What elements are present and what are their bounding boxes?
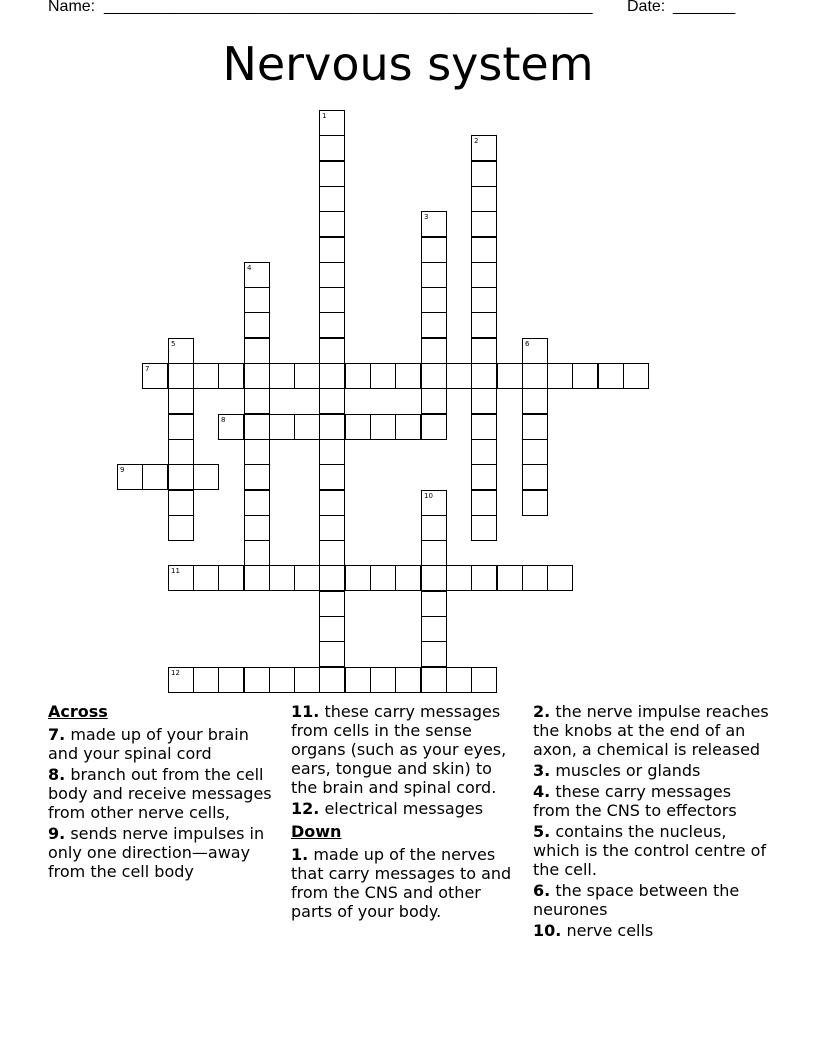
crossword-cell[interactable] [522, 439, 548, 465]
crossword-cell[interactable] [319, 110, 345, 136]
clue-down-2: 2. the nerve impulse reaches the knobs at the end of an axon, a chemical is released [533, 702, 769, 759]
crossword-cell[interactable] [421, 565, 447, 591]
crossword-cell[interactable] [421, 287, 447, 313]
clue-number: 6 [525, 340, 530, 348]
crossword-cell[interactable] [244, 667, 270, 693]
crossword-cell[interactable] [218, 414, 244, 440]
clue-number: 2 [474, 137, 479, 145]
crossword-cell[interactable] [345, 667, 371, 693]
crossword-cell[interactable] [319, 363, 345, 389]
crossword-cell[interactable] [421, 490, 447, 516]
crossword-cell[interactable] [471, 338, 497, 364]
puzzle-title: Nervous system [222, 37, 594, 91]
crossword-cell[interactable] [168, 667, 194, 693]
date-line[interactable]: _______ [673, 0, 736, 15]
crossword-cell[interactable] [446, 565, 472, 591]
crossword-cell[interactable] [193, 667, 219, 693]
crossword-cell[interactable] [471, 161, 497, 187]
crossword-cell[interactable] [471, 312, 497, 338]
crossword-cell[interactable] [471, 237, 497, 263]
crossword-cell[interactable] [294, 667, 320, 693]
crossword-cell[interactable] [244, 464, 270, 490]
clue-down-3: 3. muscles or glands [533, 761, 701, 780]
crossword-cell[interactable] [471, 490, 497, 516]
crossword-cell[interactable] [370, 363, 396, 389]
crossword-cell[interactable] [395, 414, 421, 440]
clue-number: 10 [424, 492, 433, 500]
crossword-cell[interactable] [319, 287, 345, 313]
crossword-cell[interactable] [218, 363, 244, 389]
crossword-cell[interactable] [370, 667, 396, 693]
crossword-cell[interactable] [395, 363, 421, 389]
crossword-cell[interactable] [471, 287, 497, 313]
crossword-cell[interactable] [294, 414, 320, 440]
clue-across-8: 8. branch out from the cell body and receive messages from other nerve cells, [48, 765, 272, 822]
crossword-cell[interactable] [421, 388, 447, 414]
crossword-cell[interactable] [269, 667, 295, 693]
crossword-cell[interactable] [294, 363, 320, 389]
crossword-cell[interactable] [319, 641, 345, 667]
crossword-cell[interactable] [522, 490, 548, 516]
crossword-cell[interactable] [244, 439, 270, 465]
crossword-cell[interactable] [168, 565, 194, 591]
crossword-cell[interactable] [471, 414, 497, 440]
crossword-cell[interactable] [471, 211, 497, 237]
crossword-cell[interactable] [421, 540, 447, 566]
crossword-cell[interactable] [395, 565, 421, 591]
crossword-cell[interactable] [319, 135, 345, 161]
crossword-cell[interactable] [395, 667, 421, 693]
crossword-cell[interactable] [319, 464, 345, 490]
clue-down-5: 5. contains the nucleus, which is the control centre of the cell. [533, 822, 767, 879]
crossword-cell[interactable] [244, 515, 270, 541]
clue-number: 3 [424, 213, 429, 221]
clue-across-7: 7. made up of your brain and your spinal cord [48, 725, 249, 763]
clues-column-3 [533, 702, 769, 942]
crossword-cell[interactable] [319, 667, 345, 693]
crossword-cell[interactable] [522, 388, 548, 414]
crossword-cell[interactable] [319, 414, 345, 440]
crossword-cell[interactable] [244, 338, 270, 364]
crossword-cell[interactable] [421, 591, 447, 617]
crossword-cell[interactable] [142, 363, 168, 389]
clue-down-1: 1. made up of the nerves that carry messages to and from the CNS and other parts of your body. [291, 845, 512, 921]
crossword-cell[interactable] [319, 186, 345, 212]
crossword-cell[interactable] [319, 338, 345, 364]
crossword-cell[interactable] [421, 641, 447, 667]
crossword-cell[interactable] [319, 312, 345, 338]
crossword-cell[interactable] [244, 363, 270, 389]
crossword-cell[interactable] [168, 388, 194, 414]
crossword-cell[interactable] [319, 211, 345, 237]
crossword-cell[interactable] [421, 363, 447, 389]
crossword-cell[interactable] [168, 515, 194, 541]
crossword-cell[interactable] [421, 667, 447, 693]
clue-down-10: 10. nerve cells [533, 921, 654, 940]
crossword-cell[interactable] [370, 565, 396, 591]
crossword-cell[interactable] [319, 388, 345, 414]
clue-across-12: 12. electrical messages [291, 799, 484, 818]
crossword-cell[interactable] [421, 515, 447, 541]
clue-down-6: 6. the space between the neurones [533, 881, 740, 919]
clue-number: 11 [171, 567, 180, 575]
crossword-cell[interactable] [471, 565, 497, 591]
crossword-cell[interactable] [623, 363, 649, 389]
crossword-cell[interactable] [168, 490, 194, 516]
crossword-cell[interactable] [497, 363, 523, 389]
crossword-cell[interactable] [193, 464, 219, 490]
crossword-cell[interactable] [193, 565, 219, 591]
crossword-cell[interactable] [421, 237, 447, 263]
clue-number: 12 [171, 669, 180, 677]
clue-number: 5 [171, 340, 176, 348]
clue-number: 4 [247, 264, 252, 272]
crossword-cell[interactable] [345, 565, 371, 591]
clue-down-4: 4. these carry messages from the CNS to effectors [533, 782, 737, 820]
clue-across-11: 11. these carry messages from cells in the sense organs (such as your eyes, ears, tongue and skin) to the brain and spinal cord. [291, 702, 507, 797]
crossword-cell[interactable] [522, 363, 548, 389]
crossword-cell[interactable] [471, 388, 497, 414]
crossword-cell[interactable] [244, 388, 270, 414]
crossword-cell[interactable] [244, 540, 270, 566]
clues-column-2 [291, 702, 523, 923]
crossword-cell[interactable] [117, 464, 143, 490]
crossword-cell[interactable] [572, 363, 598, 389]
crossword-cell[interactable] [421, 616, 447, 642]
crossword-cell[interactable] [244, 312, 270, 338]
clue-across-9: 9. sends nerve impulses in only one direction—away from the cell body [48, 824, 265, 881]
clues-column-1 [48, 702, 280, 883]
crossword-cell[interactable] [168, 414, 194, 440]
crossword-cell[interactable] [421, 312, 447, 338]
crossword-cell[interactable] [421, 262, 447, 288]
crossword-cell[interactable] [319, 591, 345, 617]
date-label: Date: [627, 0, 666, 15]
crossword-cell[interactable] [244, 490, 270, 516]
crossword-cell[interactable] [547, 363, 573, 389]
clue-number: 9 [120, 466, 125, 474]
crossword-cell[interactable] [168, 464, 194, 490]
crossword-cell[interactable] [319, 565, 345, 591]
crossword-cell[interactable] [522, 464, 548, 490]
crossword-cell[interactable] [319, 616, 345, 642]
crossword-cell[interactable] [193, 363, 219, 389]
crossword-cell[interactable] [319, 237, 345, 263]
crossword-cell[interactable] [471, 363, 497, 389]
crossword-cell[interactable] [142, 464, 168, 490]
crossword-cell[interactable] [421, 338, 447, 364]
crossword-cell[interactable] [244, 414, 270, 440]
crossword-cell[interactable] [446, 667, 472, 693]
crossword-cell[interactable] [471, 186, 497, 212]
crossword-cell[interactable] [244, 262, 270, 288]
name-label: Name: [48, 0, 96, 15]
crossword-cell[interactable] [244, 565, 270, 591]
crossword-cell[interactable] [269, 363, 295, 389]
crossword-cell[interactable] [269, 565, 295, 591]
crossword-cell[interactable] [319, 161, 345, 187]
crossword-cell[interactable] [598, 363, 624, 389]
crossword-cell[interactable] [269, 414, 295, 440]
crossword-cell[interactable] [319, 490, 345, 516]
crossword-cell[interactable] [421, 211, 447, 237]
crossword-cell[interactable] [522, 414, 548, 440]
crossword-cell[interactable] [345, 414, 371, 440]
crossword-cell[interactable] [370, 414, 396, 440]
across-heading: Across [48, 702, 108, 721]
crossword-cell[interactable] [345, 363, 371, 389]
crossword-cell[interactable] [218, 565, 244, 591]
clue-number: 8 [221, 416, 226, 424]
crossword-cell[interactable] [319, 540, 345, 566]
clue-number: 1 [322, 112, 327, 120]
crossword-cell[interactable] [471, 464, 497, 490]
down-heading: Down [291, 822, 342, 841]
crossword-cell[interactable] [168, 338, 194, 364]
crossword-cell[interactable] [446, 363, 472, 389]
crossword-cell[interactable] [522, 338, 548, 364]
crossword-cell[interactable] [471, 667, 497, 693]
crossword-cell[interactable] [522, 565, 548, 591]
crossword-cell[interactable] [319, 515, 345, 541]
clue-number: 7 [145, 365, 150, 373]
crossword-cell[interactable] [294, 565, 320, 591]
crossword-cell[interactable] [168, 439, 194, 465]
crossword-cell[interactable] [218, 667, 244, 693]
crossword-cell[interactable] [168, 363, 194, 389]
crossword-cell[interactable] [319, 439, 345, 465]
crossword-cell[interactable] [471, 515, 497, 541]
crossword-cell[interactable] [497, 565, 523, 591]
crossword-cell[interactable] [471, 439, 497, 465]
crossword-cell[interactable] [471, 135, 497, 161]
crossword-cell[interactable] [244, 287, 270, 313]
crossword-cell[interactable] [547, 565, 573, 591]
crossword-cell[interactable] [421, 414, 447, 440]
crossword-cell[interactable] [471, 262, 497, 288]
name-line[interactable]: ______________________________________________________ [104, 0, 593, 15]
crossword-cell[interactable] [319, 262, 345, 288]
